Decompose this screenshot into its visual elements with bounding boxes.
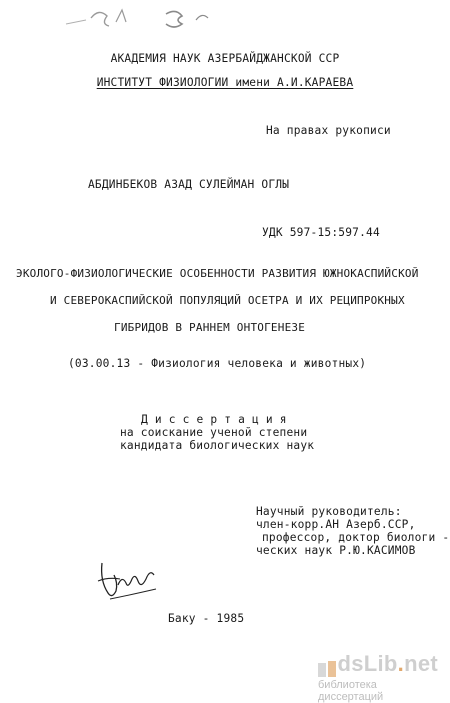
title-line-3: ГИБРИДОВ В РАННЕМ ОНТОГЕНЕЗЕ — [114, 321, 306, 334]
supervisor-line-1: член-корр.АН Азерб.ССР, — [256, 518, 416, 531]
dslib-watermark — [318, 651, 438, 703]
author-name: АБДИНБЕКОВ АЗАД СУЛЕЙМАН ОГЛЫ — [88, 178, 290, 191]
title-line-2: И СЕВЕРОКАСПИЙСКОЙ ПОПУЛЯЦИЙ ОСЕТРА И ИХ РЕЦИПРОКНЫХ — [50, 294, 405, 307]
watermark-subtitle: библиотека диссертаций — [318, 679, 384, 703]
specialty-code: (03.00.13 - Физиология человека и животных) — [68, 357, 367, 370]
udc-code: УДК 597-15:597.44 — [262, 226, 380, 239]
dissertation-degree-line-2: кандидата биологических наук — [120, 439, 315, 452]
title-line-1: ЭКОЛОГО-ФИЗИОЛОГИЧЕСКИЕ ОСОБЕННОСТИ РАЗВИТИЯ ЮЖНОКАСПИЙСКОЙ — [16, 267, 419, 280]
institute-name: ИНСТИТУТ ФИЗИОЛОГИИ имени А.И.КАРАЕВА — [96, 76, 354, 89]
supervisor-line-3: ческих наук Р.Ю.КАСИМОВ — [256, 544, 416, 557]
rights-note: На правах рукописи — [266, 124, 391, 137]
watermark-brand: dsLib.net — [337, 651, 438, 676]
handwritten-signature — [90, 555, 170, 605]
dslib-logo-icon — [316, 659, 338, 681]
supervisor-line-2: профессор, доктор биологи - — [262, 531, 450, 544]
dissertation-heading: Д и с с е р т а ц и я — [141, 413, 287, 426]
supervisor-label: Научный руководитель: — [256, 505, 402, 518]
academy-name: АКАДЕМИЯ НАУК АЗЕРБАЙДЖАНСКОЙ ССР — [110, 52, 340, 65]
place-and-year: Баку - 1985 — [168, 612, 245, 625]
stamp-mark — [46, 0, 246, 30]
dissertation-degree-line-1: на соискание ученой степени — [120, 426, 308, 439]
